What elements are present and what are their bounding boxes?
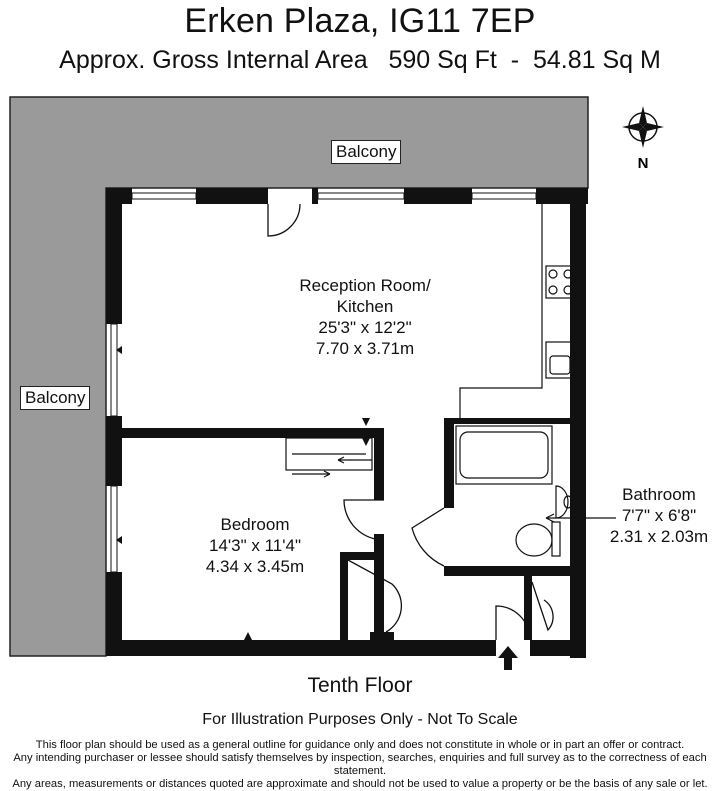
- disclaimer-line-2: Any intending purchaser or lessee should satisfy themselves by inspection, searches, enquiries and full survey as to the correctness of each statement.: [13, 752, 707, 777]
- bathroom-fixtures: [516, 486, 572, 556]
- compass-rose-icon: [620, 104, 666, 174]
- disclaimer-line-1: This floor plan should be used as a general outline for guidance only and does not constitute in whole or in part an offer or contract.: [35, 739, 685, 751]
- entrance-arrow: [498, 646, 518, 670]
- area-subtitle: Approx. Gross Internal Area 590 Sq Ft - 54.81 Sq M: [59, 46, 661, 74]
- disclaimer-line-3: Any areas, measurements or distances quoted are approximate and should not be used to value a property or be the basis of any sale or let.: [12, 778, 708, 790]
- bedroom-label: [170, 514, 340, 577]
- bedroom-name: Bedroom: [220, 515, 290, 534]
- bathroom-imperial: 7'7" x 6'8": [621, 506, 697, 525]
- bathroom-label: [600, 484, 718, 547]
- bathroom-name: Bathroom: [622, 485, 696, 504]
- bathtub: [456, 426, 552, 484]
- reception-room-label: [270, 275, 460, 359]
- bedroom-metric: 4.34 x 3.45m: [205, 557, 305, 576]
- wardrobe: [286, 438, 372, 477]
- kitchen-counter: [460, 204, 576, 418]
- reception-room-imperial: 25'3" x 12'2": [318, 318, 412, 337]
- walls: [106, 188, 588, 658]
- property-title: Erken Plaza, IG11 7EP: [184, 2, 536, 40]
- reception-room-name-2: Kitchen: [336, 297, 394, 316]
- balcony-label-top: Balcony: [331, 140, 401, 164]
- bathroom-metric: 2.31 x 2.03m: [609, 527, 709, 546]
- reception-room-name-1: Reception Room/: [299, 276, 431, 295]
- bedroom-imperial: 14'3" x 11'4": [209, 536, 301, 555]
- floor-label: Tenth Floor: [307, 674, 413, 697]
- reception-room-metric: 7.70 x 3.71m: [315, 339, 415, 358]
- illustration-note: For Illustration Purposes Only - Not To Scale: [202, 711, 518, 728]
- balcony-label-left: Balcony: [20, 386, 90, 410]
- north-label: N: [637, 155, 649, 172]
- disclaimer: [0, 739, 720, 791]
